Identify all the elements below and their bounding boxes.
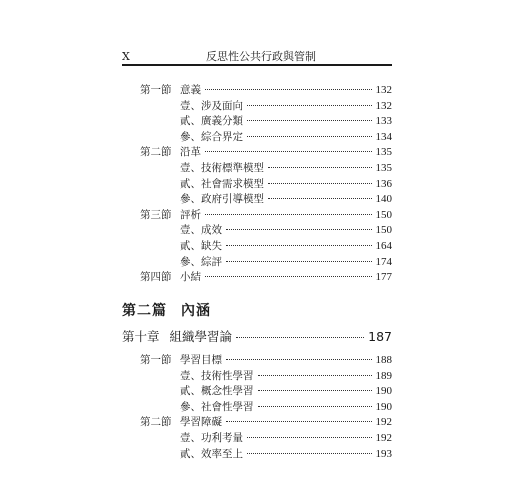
header-rule xyxy=(122,64,392,66)
chapter-entry xyxy=(122,327,392,345)
toc-entry xyxy=(140,192,392,206)
chapter-page: 187 xyxy=(368,329,392,344)
toc-entry xyxy=(140,239,392,253)
toc-entry-title: 學習障礙 xyxy=(180,416,222,429)
dot-leader xyxy=(226,358,372,360)
toc-page-number: 150 xyxy=(375,208,392,221)
toc-page-number: 134 xyxy=(375,130,392,143)
dot-leader xyxy=(247,104,372,106)
toc-entry-title: 學習目標 xyxy=(180,354,222,366)
toc-entry xyxy=(140,145,392,159)
running-header xyxy=(122,50,392,64)
toc-entry xyxy=(140,161,392,175)
dot-leader xyxy=(247,452,372,454)
toc-entry xyxy=(140,415,392,429)
toc-page-number: 192 xyxy=(375,432,392,444)
chapter-label: 第十章 xyxy=(122,329,160,344)
toc-entry-title: 參、綜評 xyxy=(180,255,222,268)
toc-entry-title: 壹、技術性學習 xyxy=(180,369,254,382)
toc-page-number: 133 xyxy=(375,115,392,128)
toc-section-label: 第四節 xyxy=(140,271,172,284)
toc-page-number: 140 xyxy=(375,193,392,206)
toc-entry xyxy=(140,208,392,222)
toc-entry-title: 壹、成效 xyxy=(180,224,222,237)
toc-entry xyxy=(140,369,392,383)
toc-entry xyxy=(140,400,392,414)
toc-page-number: 132 xyxy=(375,84,392,96)
dot-leader xyxy=(258,374,372,376)
toc-entry xyxy=(140,270,392,284)
dot-leader xyxy=(236,336,364,338)
dot-leader xyxy=(205,213,372,215)
part-title: 內涵 xyxy=(181,303,211,319)
toc-page-number: 150 xyxy=(375,224,392,237)
toc-page-number: 177 xyxy=(375,271,392,284)
toc-entry xyxy=(140,223,392,237)
toc-entry-title: 沿革 xyxy=(180,146,201,159)
toc-entry xyxy=(140,384,392,398)
toc-section-label: 第二節 xyxy=(140,416,172,429)
toc-entry-title: 參、綜合界定 xyxy=(180,130,243,143)
toc-section-label: 第一節 xyxy=(140,84,172,96)
toc-section-label: 第一節 xyxy=(140,354,172,366)
toc-page-number: 135 xyxy=(375,146,392,159)
toc-entry xyxy=(140,114,392,128)
toc-entry-title: 壹、功利考量 xyxy=(180,432,243,444)
toc-entry-title: 意義 xyxy=(180,84,201,96)
toc-page-number: 136 xyxy=(375,177,392,190)
toc-entry-title: 壹、涉及面向 xyxy=(180,99,243,112)
toc-page-number: 190 xyxy=(375,385,392,398)
toc-entry-title: 參、社會性學習 xyxy=(180,400,254,413)
toc-entry xyxy=(140,353,392,367)
toc-page-number: 189 xyxy=(375,369,392,382)
dot-leader xyxy=(226,228,372,230)
toc-entry-title: 貳、社會需求模型 xyxy=(180,177,264,190)
toc-entry xyxy=(140,431,392,445)
dot-leader xyxy=(226,260,372,262)
toc-section-label: 第二節 xyxy=(140,146,172,159)
dot-leader xyxy=(205,150,372,152)
toc-entry-title: 貳、缺失 xyxy=(180,240,222,252)
part-label: 第二篇 xyxy=(122,303,167,319)
toc-page-number: 190 xyxy=(375,400,392,413)
toc-entry xyxy=(140,99,392,113)
dot-leader xyxy=(258,389,372,391)
dot-leader xyxy=(226,244,372,246)
toc-page-number: 188 xyxy=(375,354,392,366)
dot-leader xyxy=(247,135,372,137)
dot-leader xyxy=(205,88,372,90)
dot-leader xyxy=(247,119,372,121)
toc-entry xyxy=(140,255,392,269)
dot-leader xyxy=(205,275,372,277)
toc-page-number: 135 xyxy=(375,162,392,174)
toc-page-number: 174 xyxy=(375,255,392,268)
toc-entry-title: 壹、技術標準模型 xyxy=(180,162,264,174)
dot-leader xyxy=(268,166,372,168)
dot-leader xyxy=(268,197,372,199)
dot-leader xyxy=(268,182,372,184)
dot-leader xyxy=(226,420,372,422)
dot-leader xyxy=(247,436,372,438)
toc-entry-title: 參、政府引導模型 xyxy=(180,193,264,206)
toc-entry-title: 貳、效率至上 xyxy=(180,447,243,460)
part-heading xyxy=(122,300,211,320)
toc-entry xyxy=(140,177,392,191)
toc-page-number: 193 xyxy=(375,447,392,460)
toc-entry-title: 貳、廣義分類 xyxy=(180,115,243,128)
book-title: 反思性公共行政與管制 xyxy=(206,50,316,63)
toc-entry xyxy=(140,130,392,144)
toc-page-number: 192 xyxy=(375,416,392,429)
page-number-roman: X xyxy=(122,50,130,63)
chapter-title: 組織學習論 xyxy=(169,329,233,344)
toc-page-number: 132 xyxy=(375,99,392,112)
toc-entry-title: 貳、概念性學習 xyxy=(180,385,254,398)
toc-entry xyxy=(140,83,392,97)
toc-page-number: 164 xyxy=(375,240,392,252)
dot-leader xyxy=(258,405,372,407)
toc-entry-title: 評析 xyxy=(180,208,201,221)
toc-entry xyxy=(140,447,392,461)
toc-entry-title: 小結 xyxy=(180,271,201,284)
toc-section-label: 第三節 xyxy=(140,208,172,221)
